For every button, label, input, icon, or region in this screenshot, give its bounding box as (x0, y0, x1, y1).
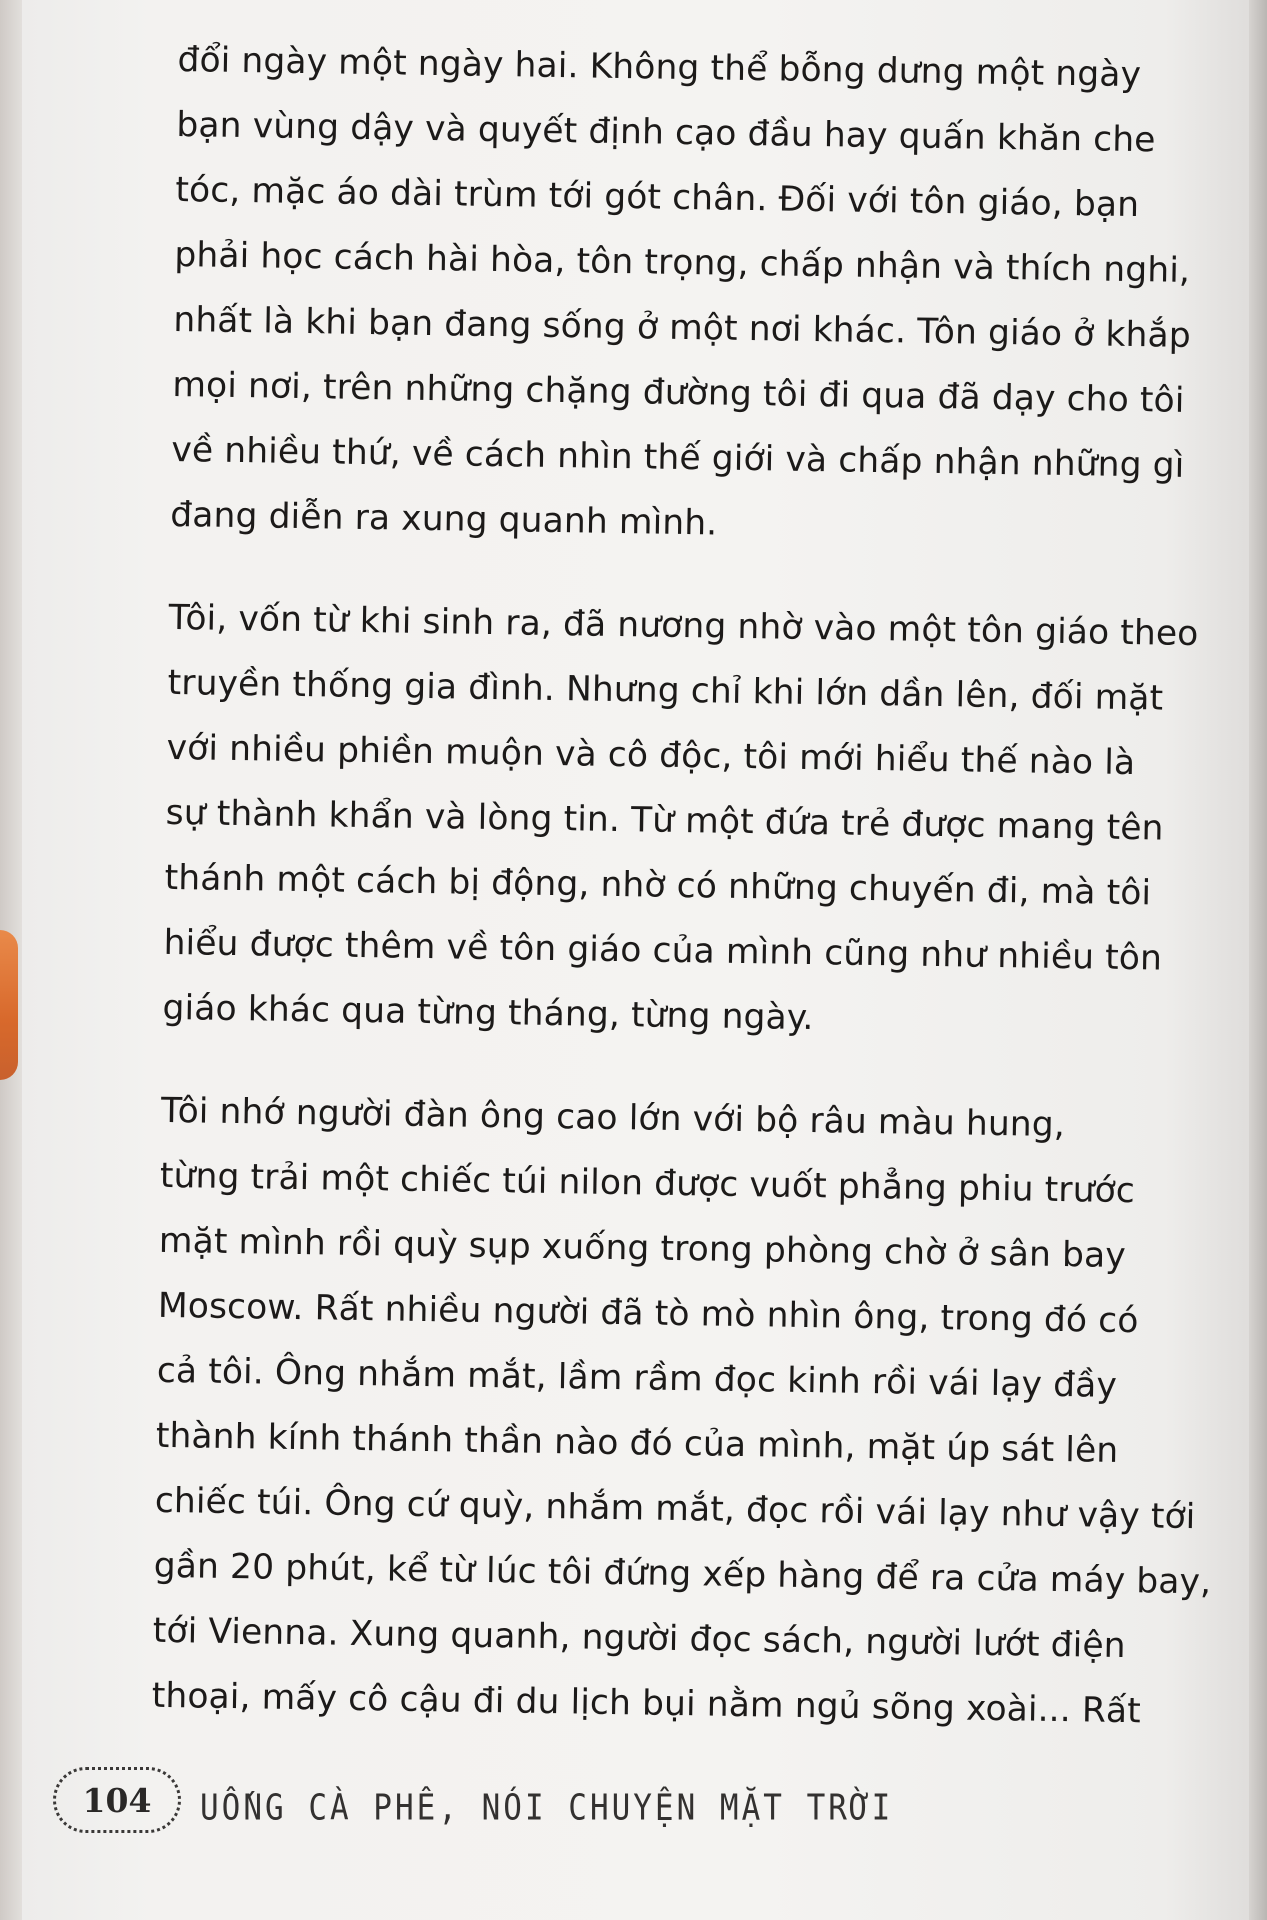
text-line: Tôi, vốn từ khi sinh ra, đã nương nhờ vào một tôn giáo theo (168, 597, 1199, 655)
text-line: thoại, mấy cô cậu đi du lịch bụi nằm ngủ sõng xoài... Rất (151, 1675, 1142, 1732)
text-line: nhất là khi bạn đang sống ở một nơi khác. Tôn giáo ở khắp (173, 299, 1192, 356)
text-line: đang diễn ra xung quanh mình. (170, 494, 718, 544)
text-line: hiểu được thêm về tôn giáo của mình cũng như nhiều tôn (163, 922, 1163, 979)
running-title: UỐNG CÀ PHÊ, NÓI CHUYỆN MẶT TRỜI (200, 1787, 894, 1829)
paragraph-2 (162, 586, 1203, 1057)
paragraph-3 (151, 1079, 1212, 1745)
text-line: thành kính thánh thần nào đó của mình, mặt úp sát lên (155, 1415, 1119, 1471)
text-line: Moscow. Rất nhiều người đã tò mò nhìn ông, trong đó có (157, 1285, 1139, 1342)
text-line: truyền thống gia đình. Nhưng chỉ khi lớn dần lên, đối mặt (167, 662, 1164, 719)
paragraph-1 (170, 28, 1212, 564)
text-line: về nhiều thứ, về cách nhìn thế giới và chấp nhận những gì (171, 429, 1185, 486)
text-line: bạn vùng dậy và quyết định cạo đầu hay quấn khăn che (176, 104, 1156, 161)
text-line: gần 20 phút, kể từ lúc tôi đứng xếp hàng để ra cửa máy bay, (153, 1545, 1212, 1603)
text-line: đổi ngày một ngày hai. Không thể bỗng dưng một ngày (177, 39, 1142, 96)
text-line: Tôi nhớ người đàn ông cao lớn với bộ râu màu hung, (160, 1090, 1066, 1146)
text-line: tóc, mặc áo dài trùm tới gót chân. Đối với tôn giáo, bạn (175, 169, 1140, 226)
text-line: cả tôi. Ông nhắm mắt, lầm rầm đọc kinh rồi vái lạy đầy (156, 1350, 1118, 1406)
page-footer (25, 1755, 1025, 1855)
text-line: từng trải một chiếc túi nilon được vuốt phẳng phiu trước (159, 1155, 1136, 1212)
text-line: sự thành khẩn và lòng tin. Từ một đứa trẻ được mang tên (165, 792, 1164, 849)
text-line: phải học cách hài hòa, tôn trọng, chấp nhận và thích nghi, (174, 234, 1191, 291)
page-right-edge (1249, 0, 1267, 1920)
text-line: mặt mình rồi quỳ sụp xuống trong phòng chờ ở sân bay (158, 1220, 1127, 1277)
text-line: với nhiều phiền muộn và cô độc, tôi mới hiểu thế nào là (166, 727, 1136, 784)
text-line: tới Vienna. Xung quanh, người đọc sách, người lướt điện (152, 1610, 1126, 1667)
text-line: chiếc túi. Ông cứ quỳ, nhắm mắt, đọc rồi vái lạy như vậy tới (154, 1480, 1196, 1538)
page-number: 104 (53, 1767, 181, 1833)
text-line: thánh một cách bị động, nhờ có những chuyến đi, mà tôi (164, 857, 1152, 914)
text-line: mọi nơi, trên những chặng đường tôi đi qua đã dạy cho tôi (172, 364, 1185, 421)
body-text (151, 28, 1212, 1745)
bookmark-tab (0, 930, 18, 1080)
text-line: giáo khác qua từng tháng, từng ngày. (162, 987, 814, 1039)
